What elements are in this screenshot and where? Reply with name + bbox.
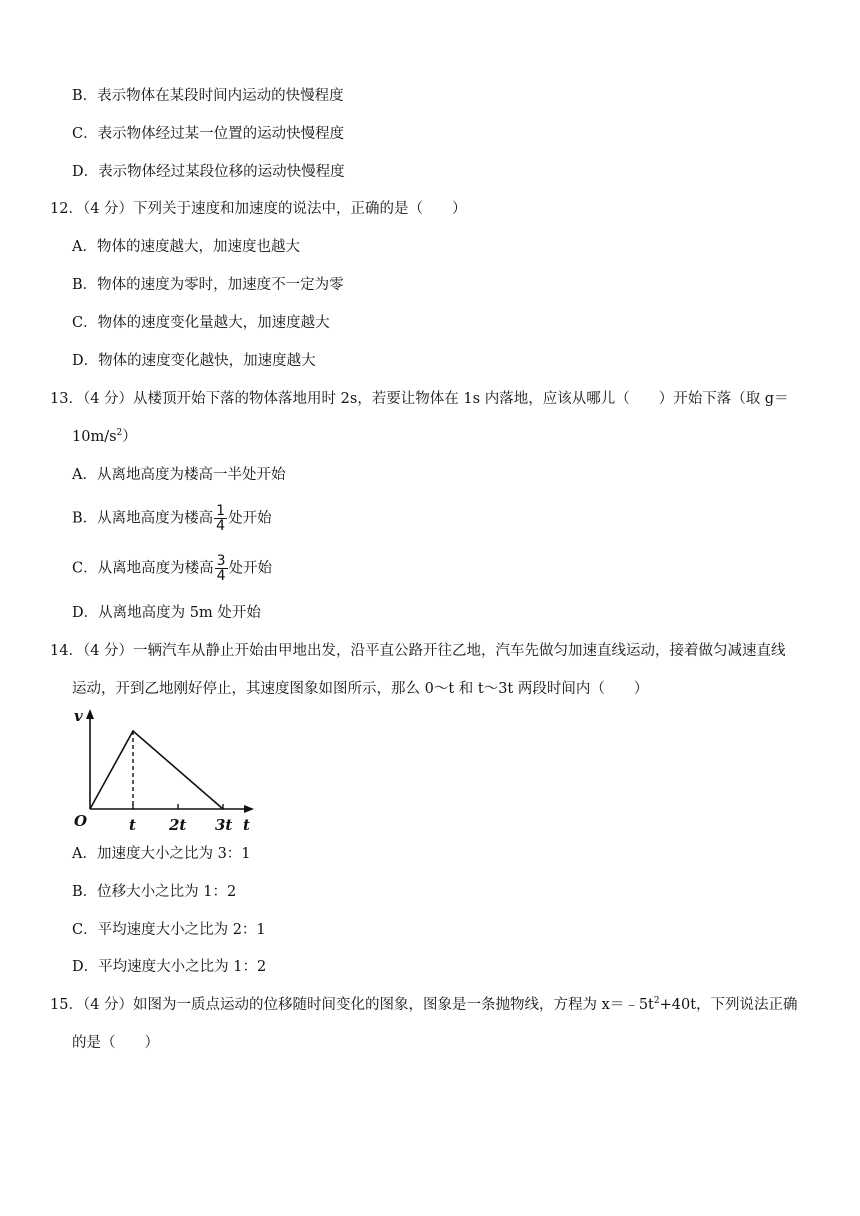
q12-option-c: C．物体的速度变化量越大，加速度越大 <box>72 315 330 331</box>
q11-option-b: B．表示物体在某段时间内运动的快慢程度 <box>72 88 344 104</box>
q13-stem-unit: 10m/s <box>72 429 117 445</box>
x-axis-arrow-icon <box>244 805 254 813</box>
q12-stem: 12．（4 分）下列关于速度和加速度的说法中，正确的是（ ） <box>50 201 467 217</box>
q13-option-b-post: 处开始 <box>228 510 272 527</box>
q13-stem-line2 <box>72 427 137 447</box>
q13-option-d: D．从离地高度为 5m 处开始 <box>72 605 261 621</box>
q12-option-a: A．物体的速度越大，加速度也越大 <box>72 239 300 255</box>
q15-stem-line1 <box>50 995 798 1015</box>
q13-option-c-fraction <box>215 554 228 583</box>
q13-stem-line1: 13．（4 分）从楼顶开始下落的物体落地用时 2s，若要让物体在 1s 内落地，应该从哪儿（ ）开始下落（取 g＝ <box>50 391 789 407</box>
tick-label-3t: 3t <box>215 816 233 834</box>
x-axis-label: t <box>243 816 250 834</box>
q14-option-d: D．平均速度大小之比为 1：2 <box>72 959 267 975</box>
q13-option-b-fraction <box>214 504 227 533</box>
q12-option-d: D．物体的速度变化越快，加速度越大 <box>72 353 316 369</box>
y-axis-arrow-icon <box>86 709 94 719</box>
q13-stem-exponent: 2 <box>116 428 123 439</box>
fraction-numerator: 1 <box>216 503 226 519</box>
q15-stem-post: +40t，下列说法正确 <box>659 997 798 1013</box>
velocity-time-graph <box>72 704 262 836</box>
q13-option-c-post: 处开始 <box>228 560 273 577</box>
origin-label: O <box>74 812 88 830</box>
fraction-numerator: 3 <box>216 553 226 569</box>
q14-stem-line1: 14．（4 分）一辆汽车从静止开始由甲地出发，沿平直公路开往乙地，汽车先做匀加速直线运动，接着做匀减速直线 <box>50 643 786 659</box>
q13-stem-close: ） <box>122 429 137 445</box>
q13-option-c-pre: C．从离地高度为楼高 <box>72 560 214 577</box>
q15-stem-exponent: 2 <box>653 996 660 1007</box>
q15-stem-line2: 的是（ ） <box>72 1035 159 1051</box>
q15-stem-pre: 15．（4 分）如图为一质点运动的位移随时间变化的图象，图象是一条抛物线，方程为 x＝﹣5t <box>50 997 654 1013</box>
q12-option-b: B．物体的速度为零时，加速度不一定为零 <box>72 277 344 293</box>
q11-option-c: C．表示物体经过某一位置的运动快慢程度 <box>72 126 345 142</box>
tick-label-t: t <box>129 816 136 834</box>
q14-option-c: C．平均速度大小之比为 2：1 <box>72 922 266 938</box>
q13-option-c <box>72 554 272 583</box>
fraction-denominator: 4 <box>216 518 226 534</box>
q13-option-b <box>72 504 272 533</box>
q14-stem-line2: 运动，开到乙地刚好停止，其速度图象如图所示，那么 0～t 和 t～3t 两段时间内（ ） <box>72 681 649 697</box>
q11-option-d: D．表示物体经过某段位移的运动快慢程度 <box>72 164 345 180</box>
q14-option-b: B．位移大小之比为 1：2 <box>72 884 237 900</box>
y-axis-label: v <box>74 707 83 725</box>
velocity-line <box>90 731 223 809</box>
fraction-denominator: 4 <box>216 568 226 584</box>
q14-option-a: A．加速度大小之比为 3：1 <box>72 846 251 862</box>
q13-option-b-pre: B．从离地高度为楼高 <box>72 510 214 527</box>
tick-label-2t: 2t <box>169 816 187 834</box>
q13-option-a: A．从离地高度为楼高一半处开始 <box>72 467 286 483</box>
